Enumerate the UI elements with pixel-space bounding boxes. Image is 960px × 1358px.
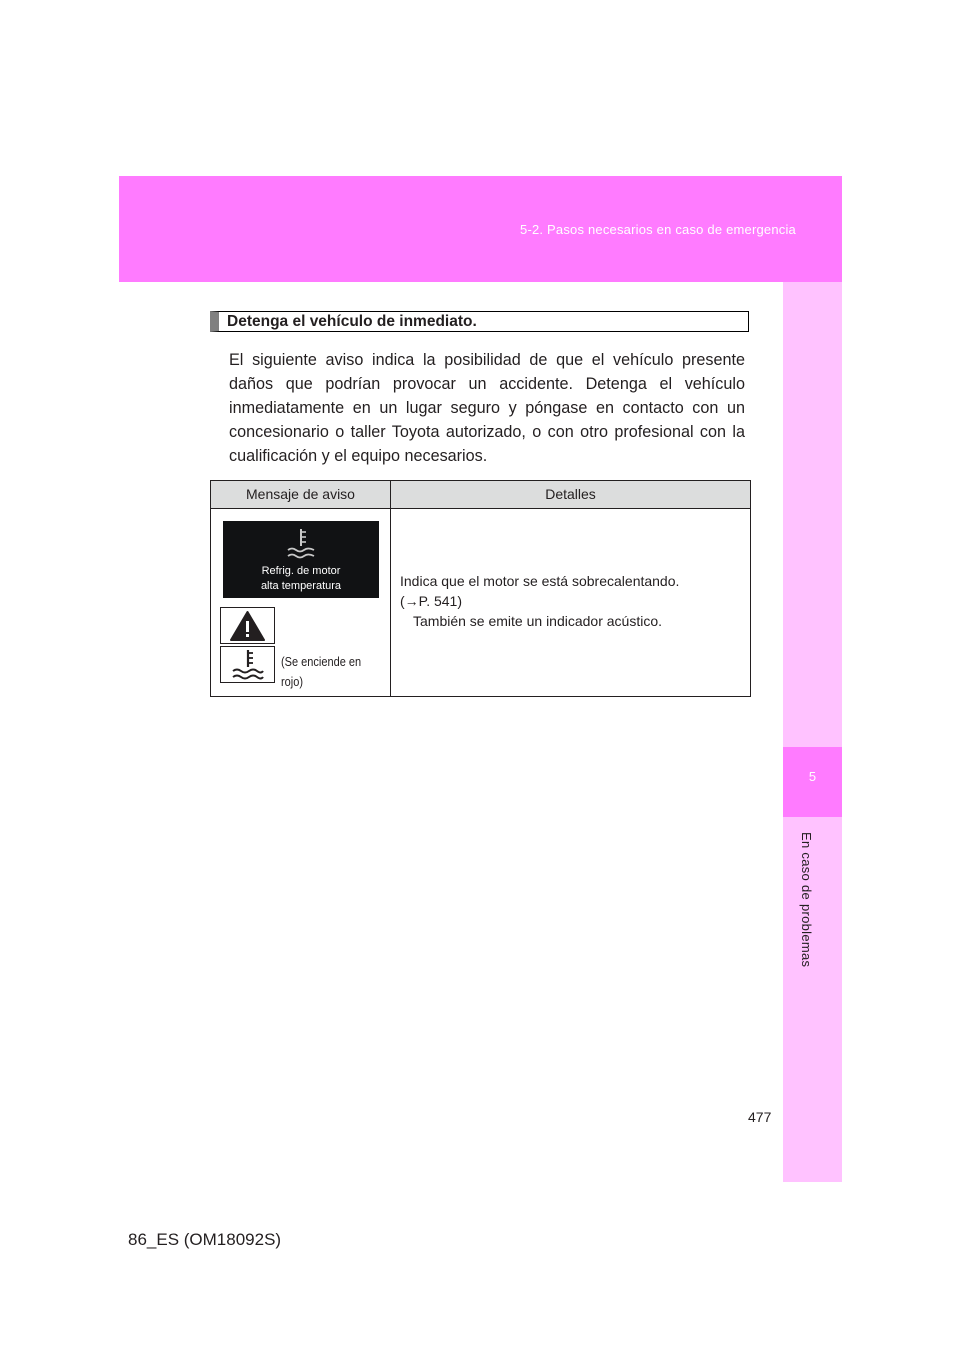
page-number: 477 — [748, 1109, 772, 1125]
chapter-label: En caso de problemas — [799, 832, 814, 968]
column-header-message: Mensaje de aviso — [211, 481, 391, 509]
warning-light-box — [220, 607, 275, 644]
column-header-details: Detalles — [391, 481, 751, 509]
header-band — [119, 176, 842, 282]
display-message-line2: alta temperatura — [260, 580, 342, 592]
coolant-temperature-icon — [221, 647, 274, 682]
body-paragraph: El siguiente aviso indica la posibilidad de que el vehículo presente daños que podrían provocar un accidente. Detenga el vehículo inmediatamente en un lugar seguro y póngase en contacto con un concesionario o taller Toyota autorizado, o con otro profesional con la cualificación y el equipo necesarios. — [229, 351, 745, 465]
coolant-light-box — [220, 646, 275, 683]
details-cell — [391, 509, 751, 697]
chapter-number: 5 — [808, 769, 817, 784]
section-title: 5-2. Pasos necesarios en caso de emergencia — [520, 222, 796, 237]
message-cell — [211, 509, 391, 697]
side-strip — [783, 282, 842, 1182]
page-reference-link[interactable]: (→P. 541) — [400, 593, 462, 609]
display-screen — [223, 521, 379, 598]
detail-line-3: También se emite un indicador acústico. — [413, 613, 663, 629]
coolant-temperature-icon — [286, 527, 316, 561]
display-message-line1: Refrig. de motor — [261, 565, 341, 577]
table-header-row — [211, 481, 751, 509]
document-code: 86_ES (OM18092S) — [128, 1230, 282, 1249]
table-row — [211, 509, 751, 697]
chapter-tab[interactable] — [783, 747, 842, 817]
section-heading: Detenga el vehículo de inmediato. — [210, 311, 749, 332]
warning-table — [210, 480, 751, 697]
detail-line-1: Indica que el motor se está sobrecalentando. — [400, 573, 680, 589]
lit-red-note: (Se enciende en rojo) — [281, 655, 362, 689]
warning-triangle-icon — [221, 608, 274, 643]
